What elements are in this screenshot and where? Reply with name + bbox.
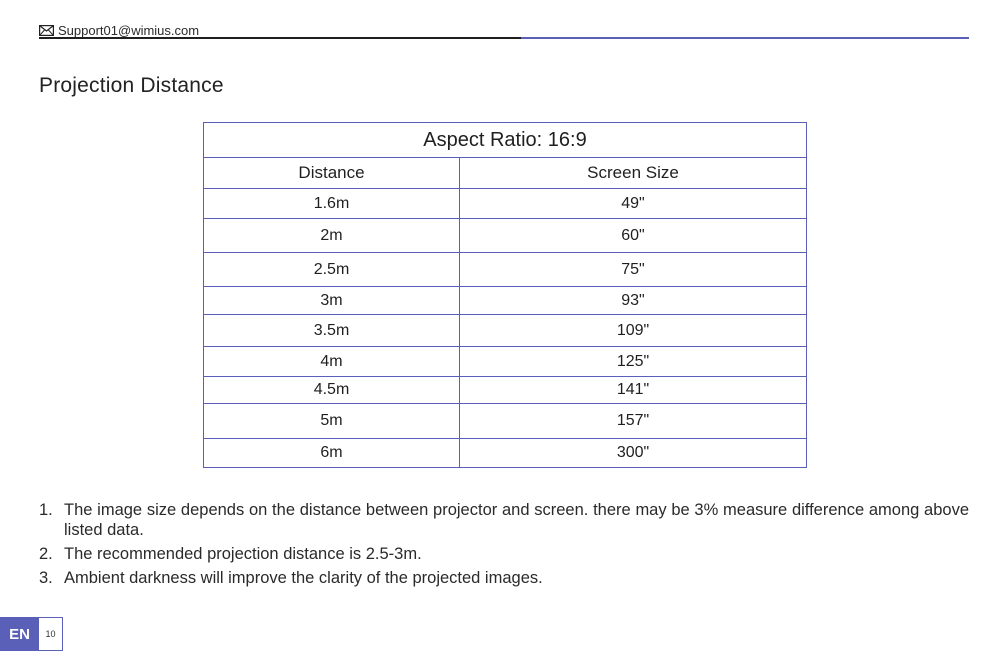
table-row [204, 377, 807, 404]
screen-size-cell: 157" [460, 404, 807, 439]
column-header-screen-size: Screen Size [460, 158, 807, 189]
note-number: 3. [39, 569, 53, 587]
note-number: 2. [39, 545, 53, 563]
screen-size-cell: 109" [460, 315, 807, 347]
table-header-row [204, 158, 807, 189]
screen-size-cell: 49" [460, 189, 807, 219]
table-row [204, 404, 807, 439]
screen-size-cell: 75" [460, 253, 807, 287]
header-divider-dark [39, 37, 521, 39]
distance-cell: 6m [204, 439, 460, 468]
distance-cell: 3.5m [204, 315, 460, 347]
note-text: The recommended projection distance is 2.5-3m. [64, 545, 422, 563]
table-row [204, 189, 807, 219]
screen-size-cell: 60" [460, 219, 807, 253]
page-number: 10 [39, 617, 63, 651]
screen-size-cell: 125" [460, 347, 807, 377]
screen-size-cell: 93" [460, 287, 807, 315]
aspect-ratio-caption: Aspect Ratio: 16:9 [204, 123, 807, 158]
table-row [204, 287, 807, 315]
mail-icon [39, 25, 54, 36]
distance-cell: 4.5m [204, 377, 460, 404]
note-item [39, 568, 969, 588]
table-row [204, 253, 807, 287]
screen-size-cell: 141" [460, 377, 807, 404]
distance-cell: 2.5m [204, 253, 460, 287]
table-row [204, 219, 807, 253]
table-body [204, 189, 807, 468]
table-row [204, 347, 807, 377]
projection-distance-table [203, 122, 807, 468]
table-row [204, 315, 807, 347]
table-row [204, 439, 807, 468]
page-title: Projection Distance [39, 74, 224, 97]
table-caption-row [204, 123, 807, 158]
notes-list [39, 500, 969, 592]
screen-size-cell: 300" [460, 439, 807, 468]
language-badge: EN [0, 617, 39, 651]
distance-cell: 4m [204, 347, 460, 377]
page-footer [0, 617, 63, 651]
distance-cell: 3m [204, 287, 460, 315]
distance-cell: 1.6m [204, 189, 460, 219]
support-email[interactable]: Support01@wimius.com [58, 22, 200, 38]
note-text: The image size depends on the distance between projector and screen. there may be 3% measure difference among above listed data. [64, 501, 969, 539]
note-number: 1. [39, 501, 53, 519]
distance-cell: 2m [204, 219, 460, 253]
distance-cell: 5m [204, 404, 460, 439]
column-header-distance: Distance [204, 158, 460, 189]
note-text: Ambient darkness will improve the clarity of the projected images. [64, 569, 543, 587]
header-divider-accent [521, 37, 969, 39]
note-item [39, 544, 969, 564]
note-item [39, 500, 969, 540]
